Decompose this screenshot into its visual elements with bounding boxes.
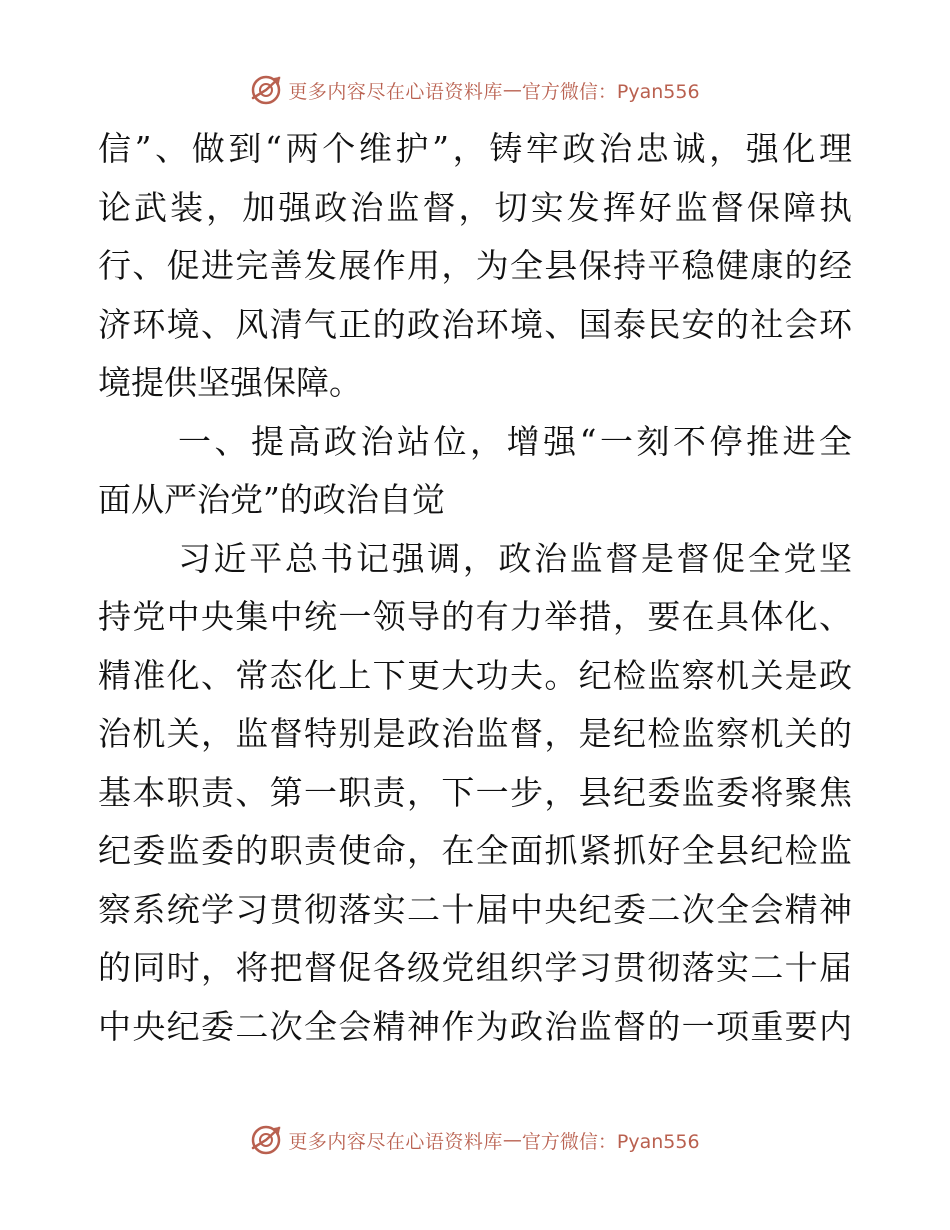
- text-line: 中央纪委二次全会精神作为政治监督的一项重要内: [98, 1006, 852, 1046]
- text-line: 治机关，监督特别是政治监督，是纪检监察机关的: [98, 714, 852, 753]
- section-heading-line: 一、提高政治站位，增强“一刻不停推进全: [178, 421, 852, 461]
- text-line: 纪委监委的职责使命，在全面抓紧抓好全县纪检监: [98, 831, 852, 870]
- text-line: 的同时，将把督促各级党组织学习贯彻落实二十届: [98, 948, 852, 987]
- text-line: 持党中央集中统一领导的有力举措，要在具体化、: [98, 597, 852, 636]
- document-body: [98, 120, 852, 1056]
- logo-mark-icon: [250, 74, 282, 106]
- text-line: 行、促进完善发展作用，为全县保持平稳健康的经: [98, 246, 852, 285]
- text-line: 信”、做到“两个维护”，铸牢政治忠诚，强化理: [98, 129, 852, 168]
- banner-main-text: 更多内容尽在心语资料库: [288, 1130, 503, 1153]
- text-line: 察系统学习贯彻落实二十届中央纪委二次全会精神: [98, 889, 852, 929]
- text-line: 基本职责、第一职责，下一步，县纪委监委将聚焦: [98, 772, 852, 812]
- header-banner: [0, 70, 950, 110]
- banner-wechat-text: 官方微信：Pyan556: [521, 80, 700, 103]
- text-line: 境提供坚强保障。: [98, 363, 362, 402]
- footer-banner: [0, 1120, 950, 1160]
- banner-separator: —: [502, 1129, 522, 1151]
- banner-main-text: 更多内容尽在心语资料库: [288, 80, 503, 103]
- banner-wechat-text: 官方微信：Pyan556: [521, 1130, 700, 1153]
- logo-mark-icon: [250, 1124, 282, 1156]
- text-line: 精准化、常态化上下更大功夫。纪检监察机关是政: [98, 655, 852, 695]
- section-heading-line: 面从严治党”的政治自觉: [98, 480, 445, 519]
- text-line: 济环境、风清气正的政治环境、国泰民安的社会环: [98, 304, 852, 344]
- text-line: 习近平总书记强调，政治监督是督促全党坚: [178, 538, 852, 578]
- banner-separator: —: [502, 79, 522, 101]
- text-line: 论武装，加强政治监督，切实发挥好监督保障执: [98, 187, 852, 227]
